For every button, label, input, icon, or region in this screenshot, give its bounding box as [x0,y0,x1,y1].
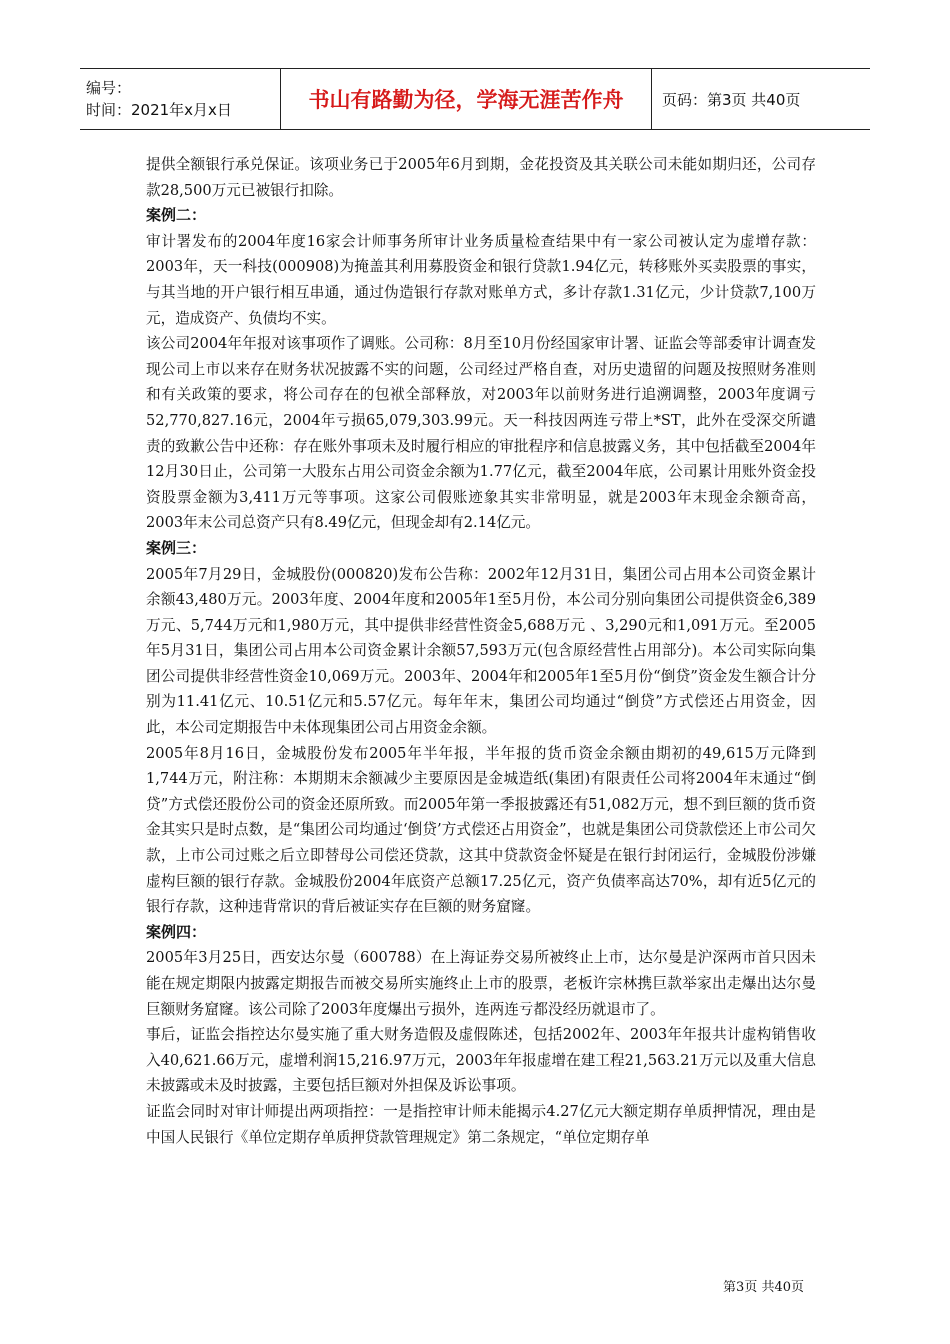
case-heading-4: 案例四： [146,922,207,941]
paragraph: 2005年8月16日，金城股份发布2005年半年报，半年报的货币资金余额由期初的49,615万元降到1,744万元，附注称：本期期末余额减少主要原因是金城造纸(集团)有限责任公司将2004年末通过“倒贷”方式偿还股份公司的资金还原所致。而2005年第一季报披露还有51,082万元，想不到巨额的货币资金其实只是时点数，是“集团公司均通过‘倒贷’方式偿还占用资金”，也就是集团公司贷款偿还上市公司欠款，上市公司过账之后立即替母公司偿还贷款，这其中贷款资金怀疑是在银行封闭运行，金城股份涉嫌虚构巨额的银行存款。金城股份2004年底资产总额17.25亿元，资产负债率高达70%，却有近5亿元的银行存款，这种违背常识的背后被证实存在巨额的财务窟窿。 [146,744,816,916]
paragraph: 证监会同时对审计师提出两项指控：一是指控审计师未能揭示4.27亿元大额定期存单质押情况，理由是中国人民银行《单位定期存单质押贷款管理规定》第二条规定，“单位定期存单 [146,1102,816,1146]
case-heading-2: 案例二： [146,206,207,225]
header-page-label: 页码：第3页 共40页 [662,90,801,109]
paragraph: 2005年3月25日，西安达尔曼（600788）在上海证券交易所被终止上市，达尔曼是沪深两市首只因未能在规定期限内披露定期报告而被交易所实施终止上市的股票，老板许宗林携巨款举家出走爆出达尔曼巨额财务窟窿。该公司除了2003年度爆出亏损外，连两连亏都没经历就退市了。 [146,949,816,1018]
header-meta [80,69,281,129]
paragraph: 2005年7月29日，金城股份(000820)发布公告称：2002年12月31日，集团公司占用本公司资金累计余额43,480万元。2003年度、2004年度和2005年1至5月份，本公司分别向集团公司提供资金6,389万元、5,744万元和1,980万元，其中提供非经营性资金5,688万元 、3,290元和1,091万元。至2005年5月31日，集团公司占用本公司资金累计余额57,593万元(包含原经营性占用部分)。本公司实际向集团公司提供非经营性资金10,069万元。2003年、2004年和2005年1至5月份“倒贷”资金发生额合计分别为11.41亿元、10.51亿元和5.57亿元。每年年末，集团公司均通过“倒贷”方式偿还占用资金，因此，本公司定期报告中未体现集团公司占用资金余额。 [146,565,816,737]
document-body [146,152,816,1150]
case-heading-3: 案例三： [146,538,207,557]
page-header [80,68,870,130]
paragraph: 该公司2004年年报对该事项作了调账。公司称：8月至10月份经国家审计署、证监会等部委审计调查发现公司上市以来存在财务状况披露不实的问题，公司经过严格自查，对历史遗留的问题及按照财务准则和有关政策的要求，将公司存在的包袱全部释放，对2003年以前财务进行追溯调整，2003年度调亏52,770,827.16元，2004年亏损65,079,303.99元。天一科技因两连亏带上*ST，此外在受深交所谴责的致歉公告中还称：存在账外事项未及时履行相应的审批程序和信息披露义务，其中包括截至2004年12月30日止，公司第一大股东占用公司资金余额为1.77亿元，截至2004年底，公司累计用账外资金投资股票金额为3,411万元等事项。这家公司假账迹象其实非常明显，就是2003年末现金余额奇高，2003年末公司总资产只有8.49亿元，但现金却有2.14亿元。 [146,335,816,532]
document-time-label: 时间：2021年x月x日 [86,101,232,119]
page-footer: 第3页 共40页 [723,1280,804,1295]
paragraph: 审计署发布的2004年度16家会计师事务所审计业务质量检查结果中有一家公司被认定为虚增存款：2003年，天一科技(000908)为掩盖其利用募股资金和银行贷款1.94亿元，转移账外买卖股票的事实，与其当地的开户银行相互串通，通过伪造银行存款对账单方式，多计存款1.31亿元，少计贷款7,100万元，造成资产、负债均不实。 [146,232,816,327]
paragraph: 事后，证监会指控达尔曼实施了重大财务造假及虚假陈述，包括2002年、2003年年报共计虚构销售收入40,621.66万元，虚增利润15,216.97万元，2003年年报虚增在建工程21,563.21万元以及重大信息未披露或未及时披露，主要包括巨额对外担保及诉讼事项。 [146,1026,816,1095]
header-motto: 书山有路勤为径，学海无涯苦作舟 [281,69,652,129]
paragraph: 提供全额银行承兑保证。该项业务已于2005年6月到期，金花投资及其关联公司未能如期归还，公司存款28,500万元已被银行扣除。 [146,156,816,199]
document-number-label: 编号： [86,79,132,97]
